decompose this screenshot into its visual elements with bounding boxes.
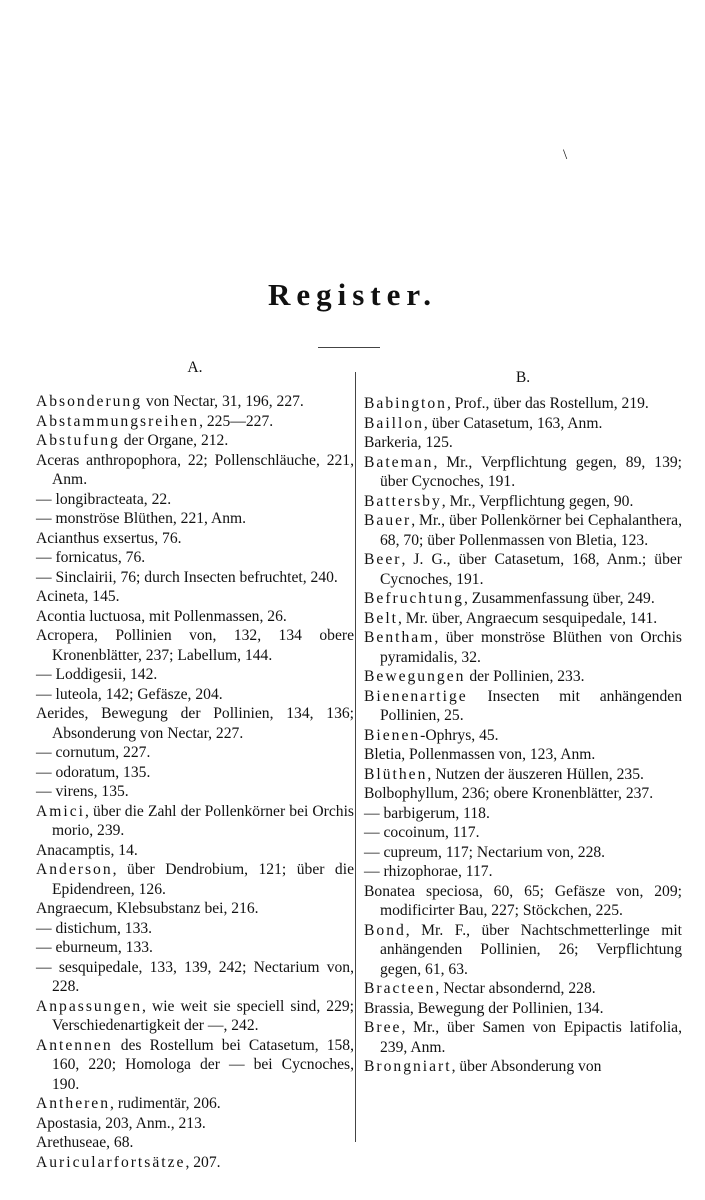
index-term: Auricularfortsätze — [36, 1153, 186, 1171]
index-text: , J. G., über Catasetum, 168, Anm.; über Cycnoches, 191. — [380, 551, 682, 588]
index-term: Battersby — [364, 492, 442, 510]
index-text: — Sinclairii, 76; durch Insecten befruchtet, 240. — [36, 568, 338, 586]
index-entry — [364, 511, 682, 550]
index-text: von Nectar, 31, 196, 227. — [142, 393, 304, 410]
index-entry — [364, 1018, 682, 1057]
index-term: Amici — [36, 802, 85, 820]
index-entry — [36, 997, 354, 1036]
index-entry — [36, 1133, 354, 1153]
index-text: Barkeria, 125. — [364, 434, 453, 451]
index-text: -Ophrys, 45. — [420, 726, 499, 744]
index-text: des Rostellum bei Catasetum, 158, 160, 220; Homologa der — bei Cycnoches, 190. — [52, 1036, 354, 1093]
index-text: , Nectar absondernd, 228. — [435, 980, 596, 997]
index-entry — [364, 745, 682, 765]
index-text: , Mr., über Pollenkörner bei Cephalanthera, 68, 70; über Pollenmassen von Bletia, 123. — [380, 512, 682, 549]
index-entry — [364, 843, 682, 863]
column-b — [364, 356, 682, 1077]
index-text: — Loddigesii, 142. — [36, 666, 158, 683]
index-term: Befruchtung — [364, 590, 464, 607]
index-entry — [364, 414, 682, 434]
index-text: — rhizophorae, 117. — [364, 863, 493, 880]
index-text: , über die Zahl der Pollenkörner bei Orchis morio, 239. — [52, 802, 354, 839]
index-entry — [36, 743, 354, 763]
index-entry — [364, 804, 682, 824]
index-text: , Nutzen der äuszeren Hüllen, 235. — [427, 765, 644, 783]
index-text: Aerides, Bewegung der Pollinien, 134, 136; Absonderung von Nectar, 227. — [36, 705, 354, 742]
index-text: der Pollinien, 233. — [465, 668, 585, 685]
index-text: , Mr. über, Angraecum sesquipedale, 141. — [398, 609, 658, 627]
index-text: Apostasia, 203, Anm., 213. — [36, 1114, 206, 1132]
index-text: — longibracteata, 22. — [36, 490, 172, 508]
index-entry — [364, 492, 682, 512]
index-entry — [36, 1114, 354, 1134]
index-entry — [36, 919, 354, 939]
index-text: — odoratum, 135. — [36, 763, 151, 781]
index-term: Baillon — [364, 414, 424, 432]
index-text: — distichum, 133. — [36, 919, 153, 937]
index-text: Brassia, Bewegung der Pollinien, 134. — [364, 999, 604, 1017]
index-entries-b — [364, 394, 682, 1077]
index-text: — virens, 135. — [36, 783, 129, 800]
index-entry — [364, 765, 682, 785]
column-a — [36, 356, 354, 1172]
index-entry — [36, 392, 354, 412]
index-text: , 207. — [185, 1153, 221, 1171]
index-term: Antennen — [36, 1036, 113, 1054]
index-term: Bewegungen — [364, 668, 466, 685]
index-entry — [36, 587, 354, 607]
index-text: Acianthus exsertus, 76. — [36, 529, 182, 547]
index-text: — luteola, 142; Gefäsze, 204. — [36, 685, 223, 703]
index-entry — [36, 529, 354, 549]
index-text: , rudimentär, 206. — [110, 1095, 221, 1112]
index-term: Anderson — [36, 861, 113, 878]
index-text: , über Catasetum, 163, Anm. — [423, 414, 603, 432]
index-text: Bonatea speciosa, 60, 65; Gefäsze von, 209; modificirter Bau, 227; Stöckchen, 225. — [364, 882, 682, 919]
index-text: — cornutum, 227. — [36, 744, 151, 761]
column-divider — [355, 372, 356, 1142]
index-text: , Zusammenfassung über, 249. — [463, 590, 655, 607]
index-entry — [36, 860, 354, 899]
index-term: Bauer — [364, 512, 412, 529]
index-entry — [364, 784, 682, 804]
index-text: , Mr., über Samen von Epipactis latifolia, 239, Anm. — [380, 1019, 682, 1056]
index-text: — eburneum, 133. — [36, 939, 153, 956]
index-text: Arethuseae, 68. — [36, 1134, 134, 1151]
index-text: — cupreum, 117; Nectarium von, 228. — [364, 843, 606, 861]
index-entry — [364, 862, 682, 882]
index-text: , Mr., Verpflichtung gegen, 90. — [441, 492, 634, 510]
index-text: Bolbophyllum, 236; obere Kronenblätter, 237. — [364, 785, 654, 802]
index-entry — [364, 609, 682, 629]
index-entry — [364, 921, 682, 980]
index-text: Angraecum, Klebsubstanz bei, 216. — [36, 900, 259, 917]
index-text: , Prof., über das Rostellum, 219. — [446, 395, 649, 412]
index-entry — [36, 451, 354, 490]
index-term: Belt — [364, 609, 398, 627]
index-entry — [36, 607, 354, 627]
index-entry — [36, 782, 354, 802]
index-text: der Organe, 212. — [119, 432, 229, 449]
index-term: Anpassungen — [36, 997, 143, 1015]
index-text: , über Dendrobium, 121; über die Epidendreen, 126. — [52, 861, 354, 898]
index-text: , 225—227. — [199, 412, 274, 430]
index-entry — [364, 999, 682, 1019]
index-entry — [364, 823, 682, 843]
index-text: Acropera, Pollinien von, 132, 134 obere Kronenblätter, 237; Labellum, 144. — [36, 627, 354, 664]
index-term: Antheren — [36, 1095, 111, 1112]
index-term: Babington — [364, 395, 447, 412]
index-term: Abstammungsreihen — [36, 412, 200, 430]
index-entry — [364, 589, 682, 609]
index-entry — [364, 550, 682, 589]
index-entry — [36, 685, 354, 705]
index-entry — [364, 433, 682, 453]
index-text: , Mr., Verpflichtung gegen, 89, 139; über Cycnoches, 191. — [380, 453, 682, 490]
index-entry — [364, 687, 682, 726]
index-entry — [36, 841, 354, 861]
index-entry — [36, 412, 354, 432]
index-text: — sesquipedale, 133, 139, 242; Nectarium von, 228. — [36, 958, 354, 995]
index-term: Absonderung — [36, 393, 143, 410]
index-entry — [36, 1094, 354, 1114]
index-entry — [36, 626, 354, 665]
index-term: Bree — [364, 1019, 402, 1036]
index-entry — [36, 1036, 354, 1095]
page-title: Register. — [267, 277, 438, 312]
index-term: Bateman — [364, 453, 434, 471]
index-text: Bletia, Pollenmassen von, 123, Anm. — [364, 746, 596, 763]
index-entry — [364, 1057, 682, 1077]
index-entry — [36, 1153, 354, 1173]
index-term: Bentham — [364, 629, 435, 646]
index-term: Bond — [364, 921, 406, 939]
index-text: — barbigerum, 118. — [364, 804, 490, 822]
index-entry — [36, 802, 354, 841]
index-entry — [364, 394, 682, 414]
index-text: Acineta, 145. — [36, 588, 120, 605]
index-text: , über Absonderung von — [451, 1058, 602, 1075]
index-entry — [364, 726, 682, 746]
index-entry — [364, 882, 682, 921]
index-term: Beer — [364, 551, 402, 568]
index-entry — [36, 899, 354, 919]
index-text: — cocoinum, 117. — [364, 824, 480, 841]
index-entry — [36, 548, 354, 568]
section-heading-b: B. — [515, 369, 531, 386]
index-text: Insecten mit anhängenden Pollinien, 25. — [380, 687, 682, 724]
index-entry — [36, 665, 354, 685]
corner-mark: \ — [563, 147, 568, 163]
index-term: Bienen — [364, 726, 421, 744]
index-text: — fornicatus, 76. — [36, 549, 146, 566]
index-term: Bracteen — [364, 980, 436, 997]
index-term: Bienenartige — [364, 687, 468, 705]
index-text: , wie weit sie speciell sind, 229; Verschiedenartigkeit der —, 242. — [52, 997, 354, 1034]
index-term: Brongniart — [364, 1058, 452, 1075]
index-text: — monströse Blüthen, 221, Anm. — [36, 510, 247, 527]
index-text: , Mr. F., über Nachtschmetterlinge mit anhängenden Pollinien, 26; Verpflichtung gegen, 61, 63. — [380, 921, 682, 978]
index-text: Aceras anthropophora, 22; Pollenschläuche, 221, Anm. — [36, 451, 354, 488]
index-entries-a — [36, 392, 354, 1172]
index-entry — [36, 490, 354, 510]
index-entry — [36, 568, 354, 588]
index-entry — [36, 431, 354, 451]
index-entry — [36, 763, 354, 783]
index-entry — [364, 628, 682, 667]
index-entry — [364, 667, 682, 687]
section-heading-a: A. — [187, 359, 203, 376]
index-text: Acontia luctuosa, mit Pollenmassen, 26. — [36, 607, 287, 625]
index-entry — [364, 453, 682, 492]
index-entry — [36, 509, 354, 529]
index-entry — [36, 704, 354, 743]
index-entry — [364, 979, 682, 999]
index-entry — [36, 938, 354, 958]
index-entry — [36, 958, 354, 997]
title-divider — [318, 347, 380, 348]
index-text: , über monströse Blüthen von Orchis pyramidalis, 32. — [380, 629, 682, 666]
index-term: Abstufung — [36, 432, 120, 449]
index-term: Blüthen — [364, 765, 428, 783]
index-text: Anacamptis, 14. — [36, 841, 138, 859]
